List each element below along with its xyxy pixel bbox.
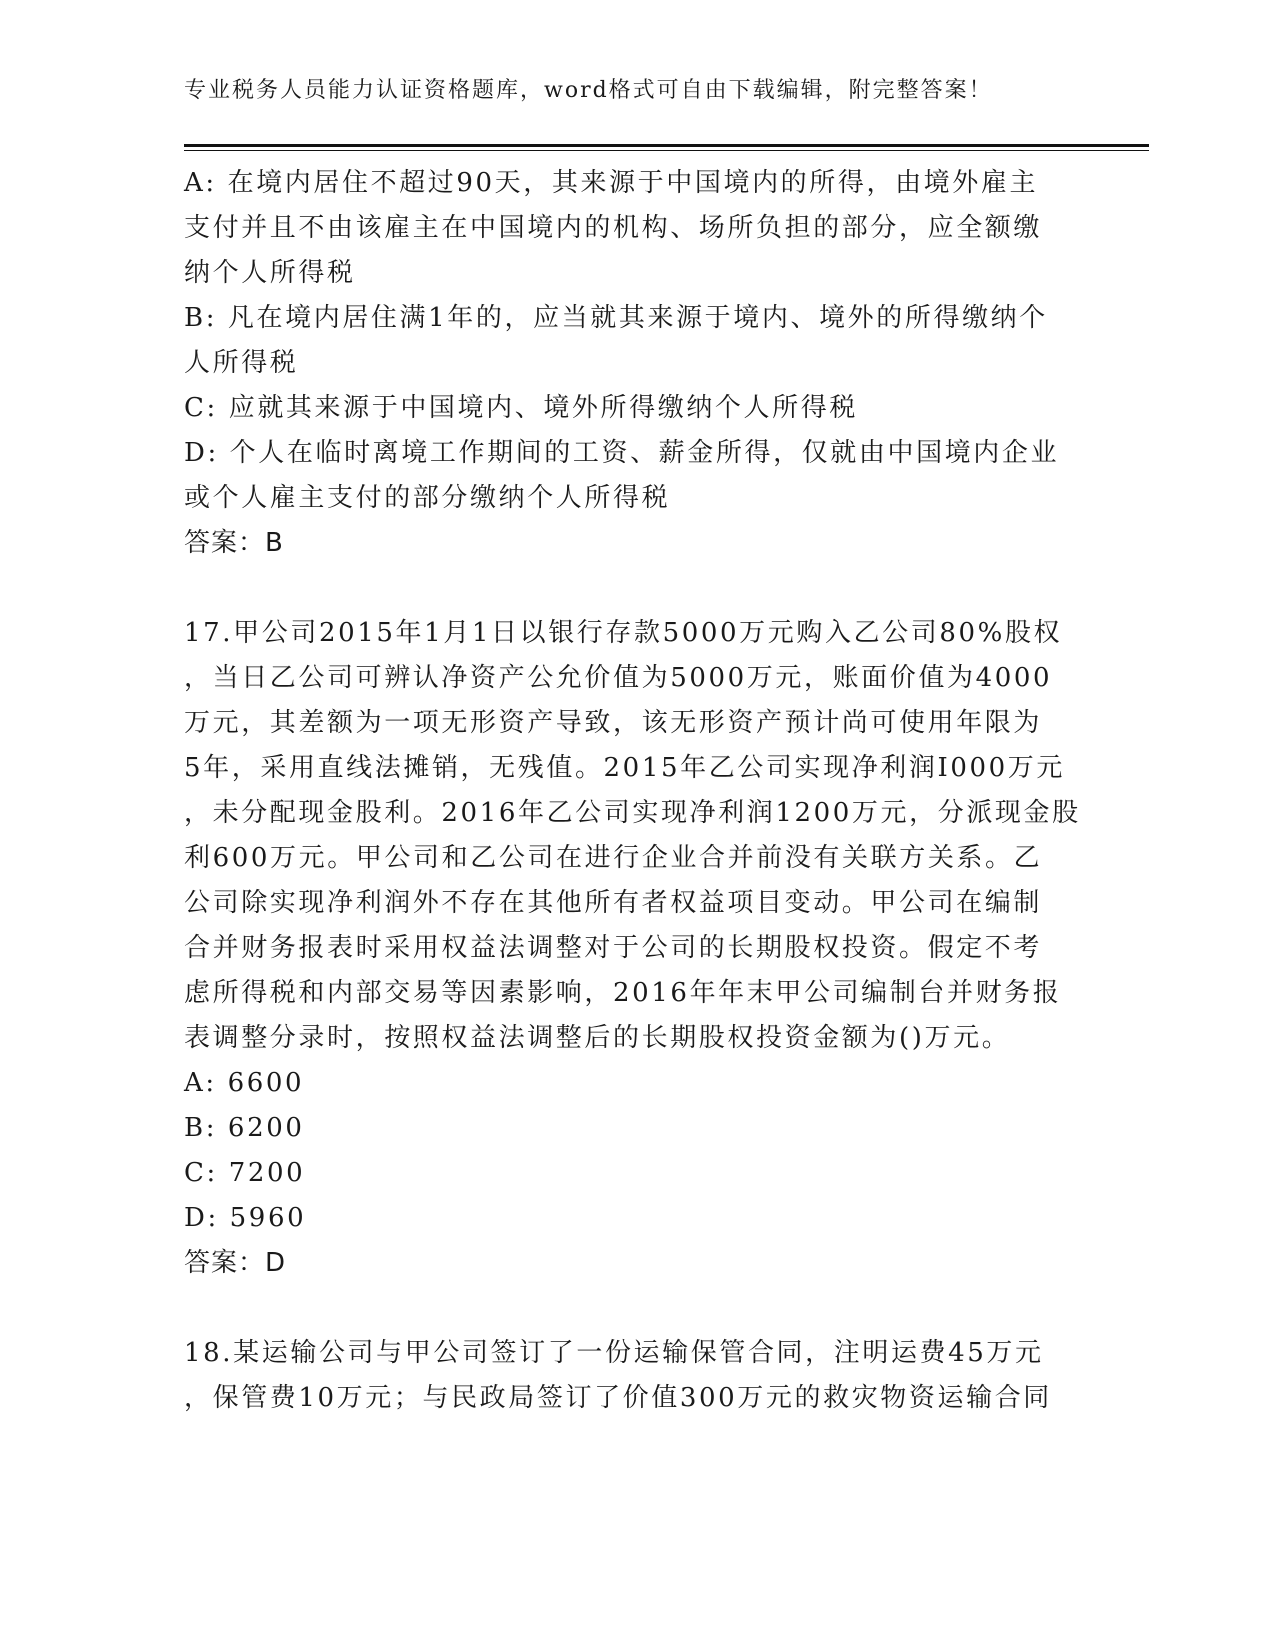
spacer [184,1286,1084,1331]
option-line: 人所得税 [184,348,299,378]
q16-option-d [184,431,1084,521]
q16-option-b [184,296,1084,386]
page-header: 专业税务人员能力认证资格题库，word格式可自由下载编辑，附完整答案！ [184,78,993,103]
stem-line: ，未分配现金股利。2016年乙公司实现净利润1200万元，分派现金股 [184,798,1081,828]
stem-line: ，保管费10万元；与民政局签订了价值300万元的救灾物资运输合同 [184,1383,1052,1413]
stem-line: 利600万元。甲公司和乙公司在进行企业合并前没有关联方关系。乙 [184,843,1043,873]
q18-stem [184,1331,1084,1421]
option-line: 支付并且不由该雇主在中国境内的机构、场所负担的部分，应全额缴 [184,213,1043,243]
header-rule-thick [184,144,1149,147]
q16-option-a [184,161,1084,296]
q17-option-b: B: 6200 [184,1113,305,1143]
header-rule-thin [184,150,1149,151]
document-body [184,161,1084,1421]
stem-line: ，当日乙公司可辨认净资产公允价值为5000万元，账面价值为4000 [184,663,1053,693]
option-line: 或个人雇主支付的部分缴纳个人所得税 [184,483,671,513]
option-line: D: 个人在临时离境工作期间的工资、薪金所得，仅就由中国境内企业 [184,438,1060,468]
stem-line: 17.甲公司2015年1月1日以银行存款5000万元购入乙公司80%股权 [184,618,1063,648]
stem-line: 万元，其差额为一项无形资产导致，该无形资产预计尚可使用年限为 [184,708,1043,738]
q17-option-c: C: 7200 [184,1158,306,1188]
option-line: 纳个人所得税 [184,258,356,288]
q17-stem [184,611,1084,1061]
option-line: B: 凡在境内居住满1年的，应当就其来源于境内、境外的所得缴纳个 [184,303,1048,333]
option-line: A: 在境内居住不超过90天，其来源于中国境内的所得，由境外雇主 [184,168,1039,198]
q16-option-c [184,386,1084,431]
spacer [184,566,1084,611]
stem-line: 表调整分录时，按照权益法调整后的长期股权投资金额为()万元。 [184,1023,1011,1053]
stem-line: 合并财务报表时采用权益法调整对于公司的长期股权投资。假定不考 [184,933,1043,963]
q16-answer: 答案：B [184,528,284,558]
stem-line: 虑所得税和内部交易等因素影响，2016年年末甲公司编制台并财务报 [184,978,1062,1008]
option-line: C: 应就其来源于中国境内、境外所得缴纳个人所得税 [184,393,858,423]
stem-line: 5年，采用直线法摊销，无残值。2015年乙公司实现净利润I000万元 [184,753,1066,783]
q17-answer: 答案：D [184,1248,287,1278]
q17-option-a: A: 6600 [184,1068,305,1098]
q17-option-d: D: 5960 [184,1203,307,1233]
stem-line: 公司除实现净利润外不存在其他所有者权益项目变动。甲公司在编制 [184,888,1043,918]
stem-line: 18.某运输公司与甲公司签订了一份运输保管合同，注明运费45万元 [184,1338,1044,1368]
